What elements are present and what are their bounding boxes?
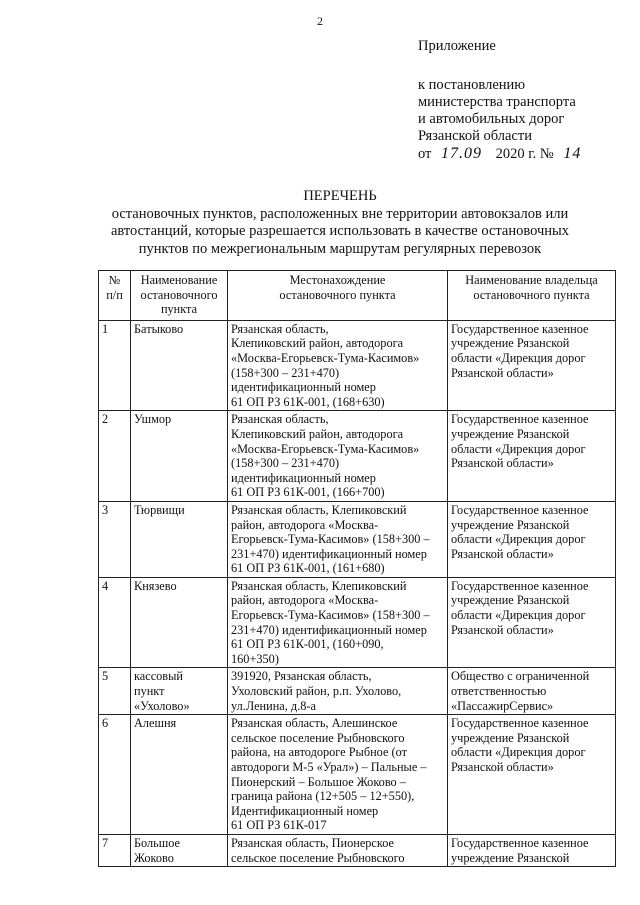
- appendix-line: к постановлению: [418, 77, 526, 93]
- cell-owner: Государственное казенное учреждение Рязанской области «Дирекция дорог Рязанской области»: [448, 411, 616, 502]
- cell-num: 7: [99, 834, 131, 866]
- cell-num: 4: [99, 577, 131, 668]
- cell-location: 391920, Рязанская область, Ухоловский район, р.п. Ухолово, ул.Ленина, д.8-а: [228, 668, 448, 715]
- cell-name: Тюрвищи: [131, 501, 228, 577]
- table-row: [99, 577, 616, 668]
- cell-location: Рязанская область, Алешинское сельское поселение Рыбновского района, на автодороге Рыбное (от автодороги М-5 «Урал») – Пальные – Пионерский – Большое Жоково – граница района (12+505 – 12+550), Идентификационный номер 61 ОП РЗ 61К-017: [228, 715, 448, 835]
- handwritten-number: 14: [563, 145, 582, 162]
- cell-owner: Общество с ограниченной ответственностью «ПассажирСервис»: [448, 668, 616, 715]
- header-location: Местонахождение остановочного пункта: [228, 271, 448, 321]
- cell-name: Князево: [131, 577, 228, 668]
- appendix-date-line: [418, 145, 581, 163]
- cell-owner: Государственное казенное учреждение Рязанской области «Дирекция дорог Рязанской области»: [448, 577, 616, 668]
- header-num: № п/п: [99, 271, 131, 321]
- table-row: [99, 411, 616, 502]
- cell-location: Рязанская область, Клепиковский район, автодорога «Москва-Егорьевск-Тума-Касимов» (158+300 – 231+470) идентификационный номер 61 ОП РЗ 61К-001, (166+700): [228, 411, 448, 502]
- stops-table: [98, 270, 616, 867]
- cell-owner: Государственное казенное учреждение Рязанской области «Дирекция дорог Рязанской области»: [448, 501, 616, 577]
- cell-num: 3: [99, 501, 131, 577]
- cell-location: Рязанская область, Пионерское сельское поселение Рыбновского: [228, 834, 448, 866]
- cell-owner: Государственное казенное учреждение Рязанской: [448, 834, 616, 866]
- cell-location: Рязанская область, Клепиковский район, автодорога «Москва- Егорьевск-Тума-Касимов» (158+300 – 231+470) идентификационный номер 61 ОП РЗ 61К-001, (161+680): [228, 501, 448, 577]
- heading-line: остановочных пунктов, расположенных вне территории автовокзалов или: [111, 205, 569, 222]
- table-row: [99, 668, 616, 715]
- table-row: [99, 320, 616, 411]
- document-title: ПЕРЕЧЕНЬ: [303, 188, 377, 204]
- table-header-row: [99, 271, 616, 321]
- cell-num: 5: [99, 668, 131, 715]
- cell-name: Алешня: [131, 715, 228, 835]
- cell-owner: Государственное казенное учреждение Рязанской области «Дирекция дорог Рязанской области»: [448, 715, 616, 835]
- cell-name: кассовый пункт «Ухолово»: [131, 668, 228, 715]
- header-name: Наименование остановочного пункта: [131, 271, 228, 321]
- cell-num: 2: [99, 411, 131, 502]
- appendix-line: министерства транспорта: [418, 94, 576, 110]
- heading-line: автостанций, которые разрешается использовать в качестве остановочных: [110, 223, 570, 239]
- cell-name: Ушмор: [131, 411, 228, 502]
- document-heading: [105, 188, 575, 258]
- cell-location: Рязанская область, Клепиковский район, автодорога «Москва-Егорьевск-Тума-Касимов» (158+300 – 231+470) идентификационный номер 61 ОП РЗ 61К-001, (168+630): [228, 320, 448, 411]
- date-suffix: 2020 г. №: [495, 146, 554, 162]
- page-number: 2: [317, 14, 323, 28]
- cell-location: Рязанская область, Клепиковский район, автодорога «Москва- Егорьевск-Тума-Касимов» (158+300 – 231+470) идентификационный номер 61 ОП РЗ 61К-001, (160+090, 160+350): [228, 577, 448, 668]
- appendix-title: Приложение: [418, 38, 496, 54]
- cell-name: Батыково: [131, 320, 228, 411]
- cell-name: Большое Жоково: [131, 834, 228, 866]
- header-owner: Наименование владельца остановочного пункта: [448, 271, 616, 321]
- handwritten-date: 17.09: [441, 145, 483, 162]
- heading-line: пунктов по межрегиональным маршрутам регулярных перевозок: [138, 240, 542, 257]
- table-row: [99, 501, 616, 577]
- date-prefix: от: [418, 146, 432, 162]
- appendix-line: и автомобильных дорог: [418, 111, 565, 127]
- cell-num: 1: [99, 320, 131, 411]
- table-row: [99, 715, 616, 835]
- appendix-block: [418, 38, 581, 163]
- cell-num: 6: [99, 715, 131, 835]
- table-row: [99, 834, 616, 866]
- cell-owner: Государственное казенное учреждение Рязанской области «Дирекция дорог Рязанской области»: [448, 320, 616, 411]
- appendix-line: Рязанской области: [418, 128, 532, 144]
